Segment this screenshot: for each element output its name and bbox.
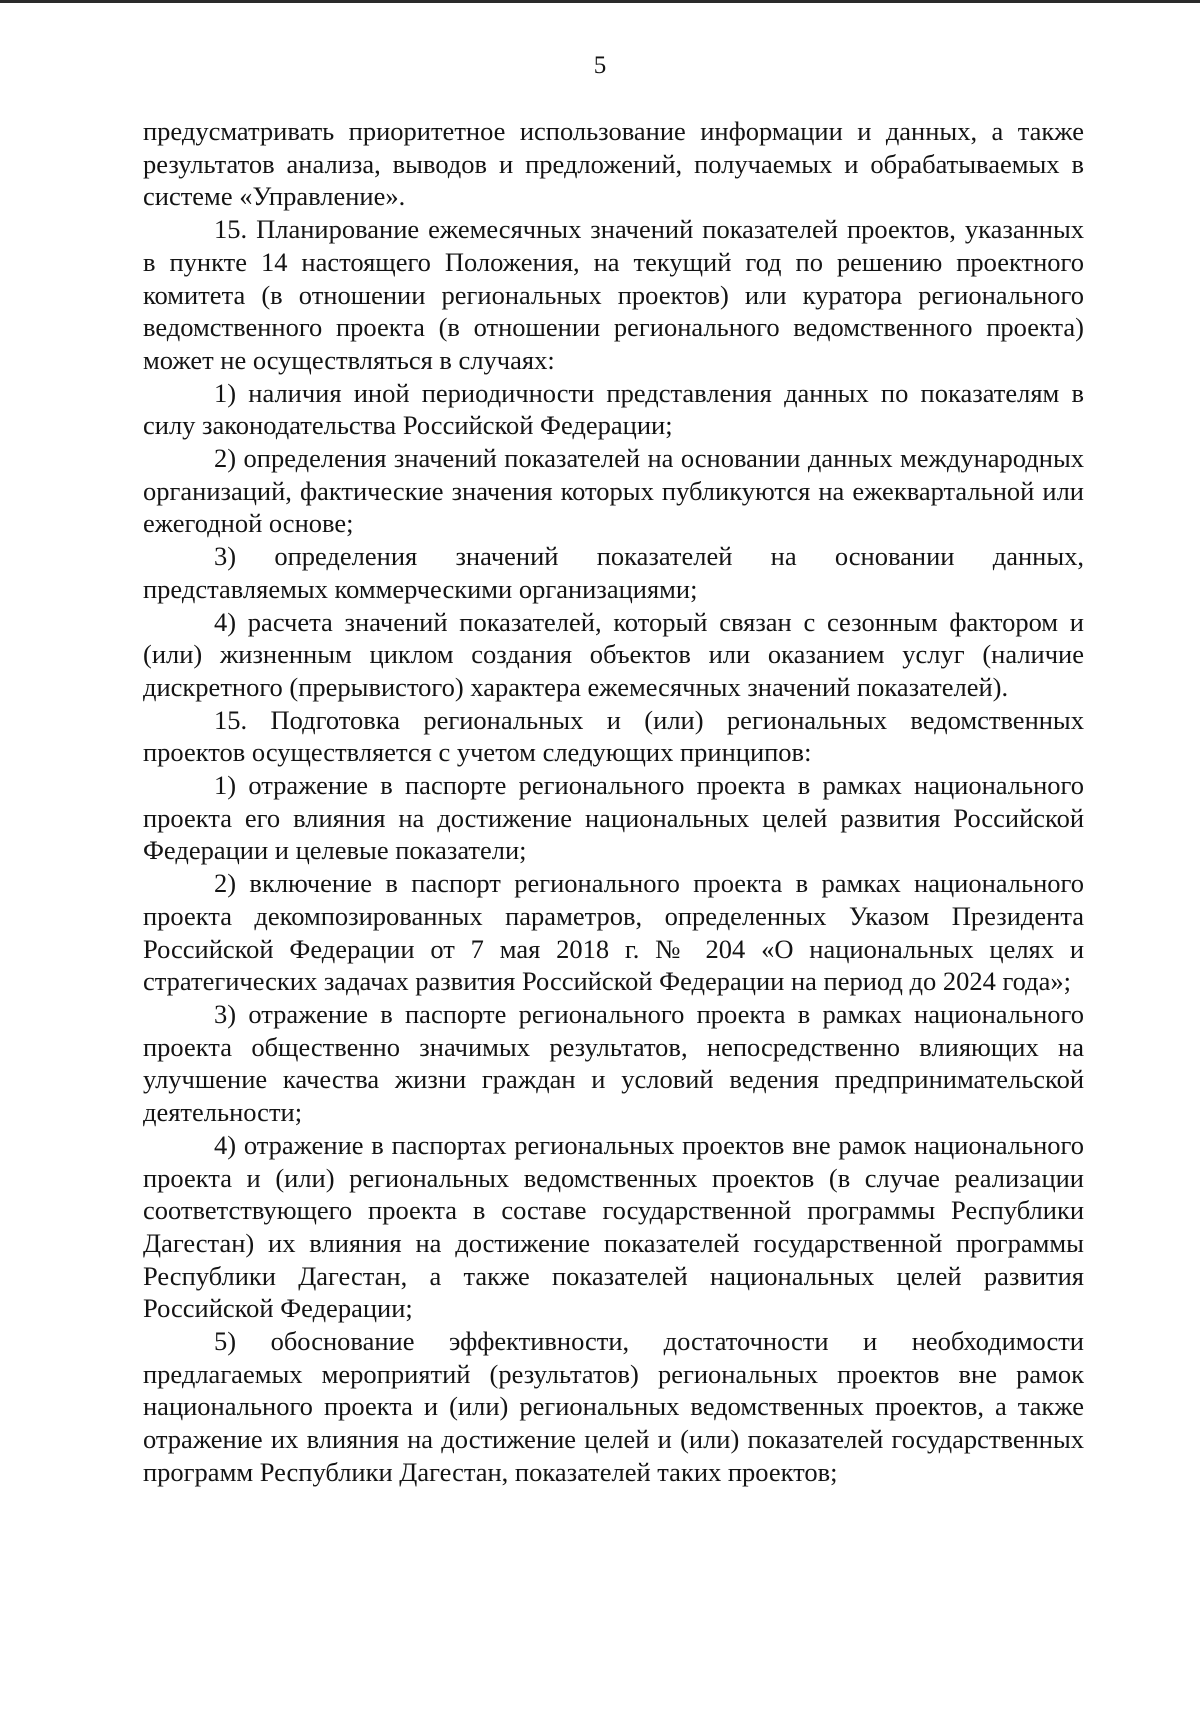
paragraph-subitem-1: 1) наличия иной периодичности представления данных по показателям в силу законодательства Российской Федерации; — [143, 377, 1084, 441]
paragraph-principle-4: 4) отражение в паспортах региональных проектов вне рамок национального проекта и (или) региональных ведомственных проектов (в случае реализации соответствующего проекта в составе государственной программы Республики Дагестан) их влияния на достижение показателей государственной программы Республики Дагестан, а также показателей национальных целей развития Российской Федерации; — [143, 1129, 1084, 1324]
paragraph-principle-3: 3) отражение в паспорте регионального проекта в рамках национального проекта общественно значимых результатов, непосредственно влияющих на улучшение качества жизни граждан и условий ведения предпринимательской деятельности; — [143, 998, 1084, 1128]
paragraph-subitem-3: 3) определения значений показателей на основании данных, представляемых коммерческими организациями; — [143, 541, 1084, 604]
paragraph-subitem-4: 4) расчета значений показателей, который связан с сезонным фактором и (или) жизненным циклом создания объектов или оказанием услуг (наличие дискретного (прерывистого) характера ежемесячных значений показателей). — [143, 606, 1084, 702]
top-edge-line — [0, 0, 1200, 3]
paragraph-item-15-preparation: 15. Подготовка региональных и (или) региональных ведомственных проектов осуществляется с учетом следующих принципов: — [143, 704, 1084, 768]
paragraph-principle-2: 2) включение в паспорт регионального проекта в рамках национального проекта декомпозированных параметров, определенных Указом Президента Российской Федерации от 7 мая 2018 г. № 204 «О национальных целях и стратегических задачах развития Российской Федерации на период до 2024 года»; — [143, 868, 1084, 997]
paragraph-principle-1: 1) отражение в паспорте регионального проекта в рамках национального проекта его влияния на достижение национальных целей развития Российской Федерации и целевые показатели; — [143, 770, 1084, 866]
document-body — [143, 115, 1084, 1489]
page-number: 5 — [593, 52, 607, 79]
paragraph-continuation: предусматривать приоритетное использование информации и данных, а также результатов анализа, выводов и предложений, получаемых и обрабатываемых в системе «Управление». — [143, 116, 1084, 212]
paragraph-principle-5: 5) обоснование эффективности, достаточности и необходимости предлагаемых мероприятий (результатов) региональных проектов вне рамок национального проекта и (или) региональных ведомственных проектов, а также отражение их влияния на достижение целей и (или) показателей государственных программ Республики Дагестан, показателей таких проектов; — [143, 1326, 1084, 1487]
paragraph-item-15-planning: 15. Планирование ежемесячных значений показателей проектов, указанных в пункте 14 настоящего Положения, на текущий год по решению проектного комитета (в отношении региональных проектов) или куратора регионального ведомственного проекта (в отношении регионального ведомственного проекта) может не осуществляться в случаях: — [143, 214, 1084, 375]
paragraph-subitem-2: 2) определения значений показателей на основании данных международных организаций, фактические значения которых публикуются на ежеквартальной или ежегодной основе; — [143, 443, 1084, 539]
